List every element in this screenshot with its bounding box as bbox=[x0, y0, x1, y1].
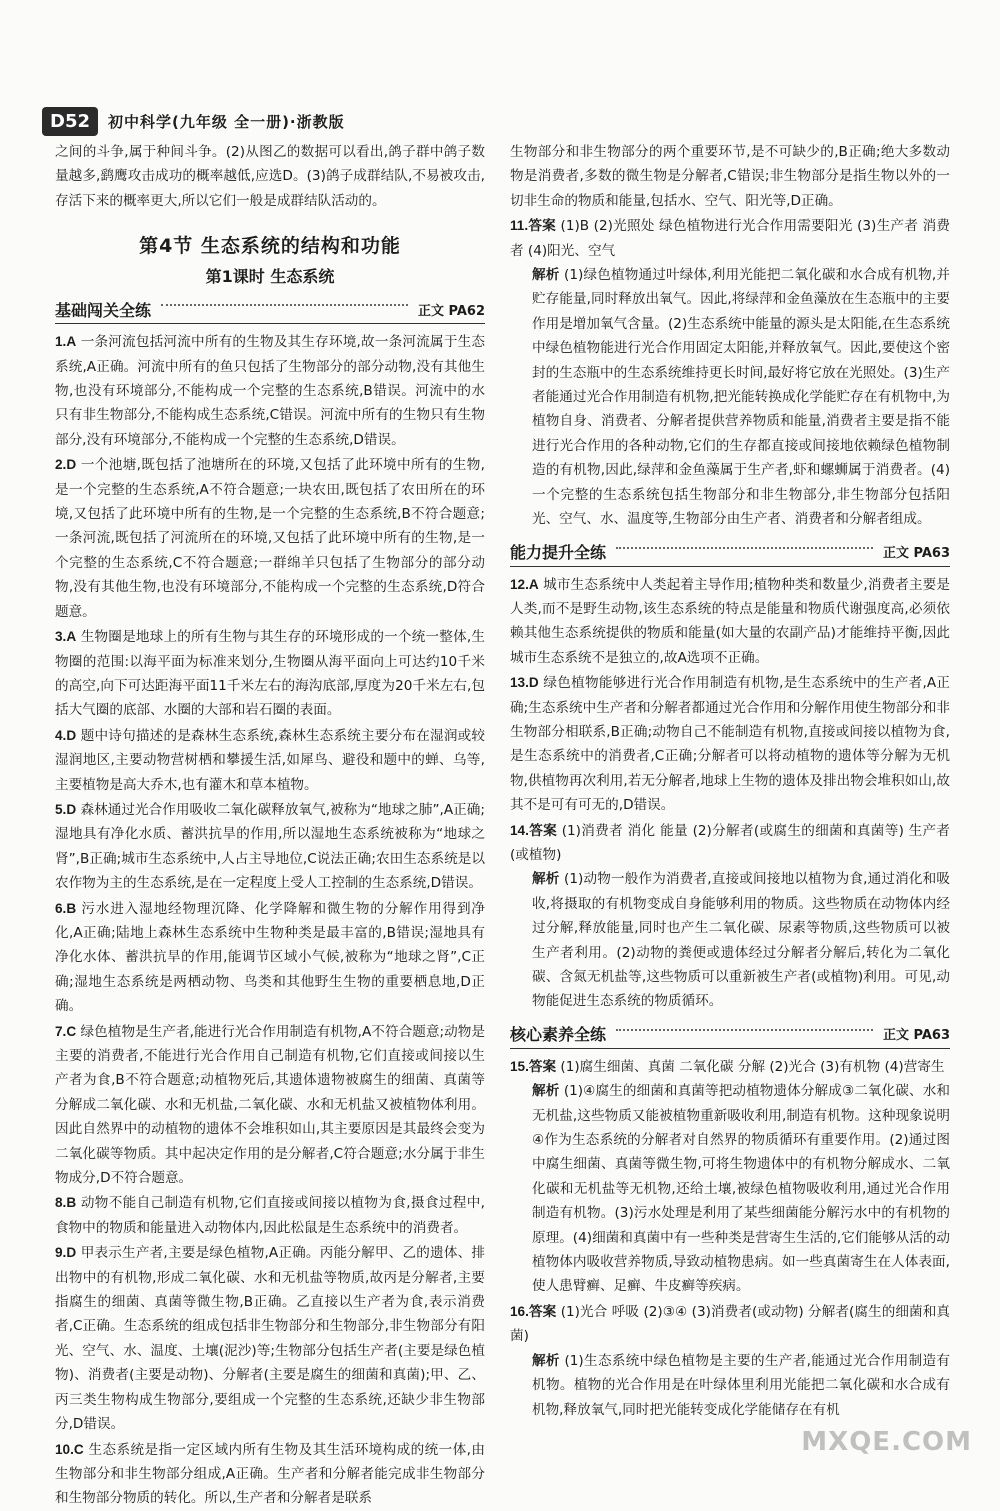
site-watermark: MXQE.COM bbox=[801, 1427, 972, 1457]
section-title: 第4节 生态系统的结构和功能 bbox=[139, 235, 401, 258]
page-number-badge: D52 bbox=[42, 107, 98, 136]
analysis-text: 解析 (1)绿色植物通过叶绿体,利用光能把二氧化碳和水合成有机物,并贮存能量,同时释放出氧气。因此,将绿萍和金鱼藻放在生态瓶中的主要作用是增加氧气含量。(2)生态系统中能量的源头是太阳能,在生态系统中绿色植物能进行光合作用固定太阳能,并释放氧气。因此,要使这个密封的生态瓶中的生态系统维持更长时间,最好将它放在光照处。(3)生产者能通过光合作用制造有机物,把光能转换成化学能贮存在有机物中,为植物自身、消费者、分解者提供营养物质和能量,消费者主要是指不能进行光合作用的各种动物,它们的生存都直接或间接地依赖绿色植物制造的有机物,因此,绿萍和金鱼藻属于生产者,虾和螺蛳属于消费者。(4)一个完整的生态系统包括生物部分和非生物部分,非生物部分包括阳光、空气、水、温度等,生物部分由生产者、消费者和分解者组成。 bbox=[532, 267, 951, 528]
left-column bbox=[55, 140, 485, 1511]
answer-item: 2.D 一个池塘,既包括了池塘所在的环境,又包括了此环境中所有的生物,是一个完整的生态系统,A不符合题意;一块农田,既包括了农田所在的环境,又包括了此环境中所有的生物,是一个完整的生态系统,B不符合题意;一条河流,既包括了河流所在的环境,又包括了此环境中所有的生物,是一个完整的生态系统,C不符合题意;一群绵羊只包括了生物部分的部分动物,没有其他生物,也没有环境部分,不能构成一个完整的生态系统,D符合题意。 bbox=[55, 457, 485, 620]
continuation-text: 之间的斗争,属于种间斗争。(2)从图乙的数据可以看出,鸽子群中鸽子数量越多,鹞鹰攻击成功的概率越低,应选D。(3)鸽子成群结队,不易被攻击,存活下来的概率更大,所以它们一般是成群结队活动的。 bbox=[55, 144, 485, 209]
page-reference: 正文 PA63 bbox=[882, 546, 950, 561]
answer-item: 5.D 森林通过光合作用吸收二氧化碳释放氧气,被称为“地球之肺”,A正确;湿地具有净化水质、蓄洪抗旱的作用,所以湿地生态系统被称为“地球之肾”,B正确;城市生态系统中,人占主导地位,C说法正确;农田生态系统是以农作物为主的生态系统,是在一定程度上受人工控制的生态系统,D错误。 bbox=[55, 801, 485, 892]
answer-item: 16.答案 (1)光合 呼吸 (2)③④ (3)消费者(或动物) 分解者(腐生的细菌和真菌) bbox=[510, 1303, 950, 1345]
dotted-leader bbox=[616, 547, 873, 549]
answer-item: 14.答案 (1)消费者 消化 能量 (2)分解者(或腐生的细菌和真菌等) 生产者(或植物) bbox=[510, 822, 950, 863]
section-bar-basic bbox=[55, 295, 485, 324]
bar-title: 核心素养全练 bbox=[510, 1025, 607, 1045]
answer-item: 11.答案 (1)B (2)光照处 绿色植物进行光合作用需要阳光 (3)生产者 消费者 (4)阳光、空气 bbox=[510, 218, 950, 259]
answer-item: 15.答案 (1)腐生细菌、真菌 二氧化碳 分解 (2)光合 (3)有机物 (4)营寄生 bbox=[510, 1058, 945, 1075]
continuation-text-right: 生物部分和非生物部分的两个重要环节,是不可缺少的,B正确;绝大多数动物是消费者,多数的微生物是分解者,C错误;非生物部分是指生物以外的一切非生命的物质和能量,包括水、空气、阳光等,D正确。 bbox=[510, 144, 950, 209]
answer-item: 6.B 污水进入湿地经物理沉降、化学降解和微生物的分解作用得到净化,A正确;陆地上森林生态系统中生物种类是最丰富的,B错误;湿地具有净化水体、蓄洪抗旱的作用,能调节区域小气候,被称为“地球之肾”,C正确;湿地生态系统是两栖动物、鸟类和其他野生生物的重要栖息地,D正确。 bbox=[55, 900, 486, 1015]
page-header bbox=[42, 104, 462, 138]
answer-item: 7.C 绿色植物是生产者,能进行光合作用制造有机物,A不符合题意;动物是主要的消费者,不能进行光合作用自己制造有机物,它们直接或间接以生产者为食,B不符合题意;动植物死后,其遗体遗物被腐生的细菌、真菌等分解成二氧化碳、水和无机盐,二氧化碳、水和无机盐又被植物体利用。因此自然界中的动植物的遗体不会堆积如山,其主要原因是其最终会变为二氧化碳等物质。其中起决定作用的是分解者,C符合题意;水分属于非生物成分,D不符合题意。 bbox=[55, 1023, 485, 1187]
section-bar-ability bbox=[510, 538, 950, 567]
analysis-text: 解析 (1)④腐生的细菌和真菌等把动植物遗体分解成③二氧化碳、水和无机盐,这些物质又能被植物重新吸收利用,制造有机物。这种现象说明④作为生态系统的分解者对自然界的物质循环有重要作用。(2)通过图中腐生细菌、真菌等微生物,可将生物遗体中的有机物分解成水、二氧化碳和无机盐等无机物,还给土壤,被绿色植物吸收利用,通过光合作用制造有机物。(3)污水处理是利用了某些细菌能分解污水中的有机物的原理。(4)细菌和真菌中有一些种类是营寄生生活的,它们能够从活的动植物体内吸收营养物质,导致动植物患病。如一些真菌寄生在人体表面,使人患臂癣、足癣、牛皮癣等疾病。 bbox=[532, 1083, 950, 1295]
analysis-text: 解析 (1)生态系统中绿色植物是主要的生产者,能通过光合作用制造有机物。植物的光合作用是在叶绿体里利用光能把二氧化碳和水合成有机物,释放氧气,同时把光能转变成化学能储存在有机 bbox=[532, 1352, 951, 1418]
page-reference: 正文 PA62 bbox=[417, 303, 485, 319]
answer-item: 13.D 绿色植物能够进行光合作用制造有机物,是生态系统中的生产者,A正确;生态系统中生产者和分解者都通过光合作用和分解作用使生物部分和非生物部分相联系,B正确;动物自己不能制造有机物,直接或间接以植物为食,是生态系统中的消费者,C正确;分解者可以将动植物的遗体等分解为无机物,供植物再次利用,若无分解者,地球上生物的遗体及排出物会堆积如山,故其不是可有可无的,D错误。 bbox=[510, 675, 950, 814]
right-column bbox=[510, 140, 950, 1422]
analysis-text: 解析 (1)动物一般作为消费者,直接或间接地以植物为食,通过消化和吸收,将摄取的有机物变成自身能够利用的物质。这些物质在动物体内经过分解,释放能量,同时也产生二氧化碳、尿素等物质,这些物质可以被生产者利用。(2)动物的粪便或遗体经过分解者分解后,转化为二氧化碳、含氮无机盐等,这些物质可以重新被生产者(或植物)利用。可见,动物能促进生态系统的物质循环。 bbox=[532, 871, 951, 1010]
page-reference: 正文 PA63 bbox=[882, 1028, 950, 1044]
answer-item: 12.A 城市生态系统中人类起着主导作用;植物种类和数量少,消费者主要是人类,而不是野生动物,该生态系统的特点是能量和物质代谢强度高,必须依赖其他生态系统提供的物质和能量(如大量的农副产品)才能维持平衡,因此城市生态系统不是独立的,故A选项不正确。 bbox=[510, 576, 950, 666]
answer-item: 3.A 生物圈是地球上的所有生物与其生存的环境形成的一个统一整体,生物圈的范围:以海平面为标准来划分,生物圈从海平面向上可达约10千米的高空,向下可达距海平面11千米左右的海沟底部,厚度为20千米左右,包括大气圈的底部、水圈的大部和岩石圈的表面。 bbox=[55, 629, 485, 719]
dotted-leader bbox=[161, 304, 408, 306]
answer-item: 8.B 动物不能自己制造有机物,它们直接或间接以植物为食,摄食过程中,食物中的物质和能量进入动物体内,因此松鼠是生态系统中的消费者。 bbox=[55, 1195, 485, 1236]
bar-title: 能力提升全练 bbox=[510, 543, 607, 562]
answer-item: 10.C 生态系统是指一定区域内所有生物及其生活环境构成的统一体,由生物部分和非生物部分组成,A正确。生产者和分解者能完成非生物部分和生物部分物质的转化。所以,生产者和分解者是联系 bbox=[55, 1441, 485, 1507]
answer-item: 4.D 题中诗句描述的是森林生态系统,森林生态系统主要分布在湿润或较湿润地区,主要动物营树栖和攀援生活,如犀鸟、避役和题中的蝉、乌等,主要植物是高大乔木,也有灌木和草本植物。 bbox=[55, 727, 485, 793]
answer-item: 9.D 甲表示生产者,主要是绿色植物,A正确。丙能分解甲、乙的遗体、排出物中的有机物,形成二氧化碳、水和无机盐等物质,故丙是分解者,主要指腐生的细菌、真菌等微生物,B正确。乙直接以生产者为食,表示消费者,C正确。生态系统的组成包括非生物部分和生物部分,非生物部分有阳光、空气、水、温度、土壤(泥沙)等;生物部分包括生产者(主要是绿色植物)、消费者(主要是动物)、分解者(主要是腐生的细菌和真菌);甲、乙、丙三类生物构成生物部分,要组成一个完整的生态系统,还缺少非生物部分,D错误。 bbox=[55, 1245, 485, 1433]
book-title: 初中科学(九年级 全一册)·浙教版 bbox=[108, 112, 345, 131]
lesson-title: 第1课时 生态系统 bbox=[205, 267, 335, 287]
section-bar-core bbox=[510, 1020, 950, 1049]
bar-title: 基础闯关全练 bbox=[55, 300, 152, 320]
answer-item: 1.A 一条河流包括河流中所有的生物及其生存环境,故一条河流属于生态系统,A正确。河流中所有的鱼只包括了生物部分的部分动物,没有其他生物,也没有环境部分,不能构成一个完整的生态系统,B错误。河流中的水只有非生物部分,不能构成生态系统,C错误。河流中所有的生物只有生物部分,没有环境部分,不能构成一个完整的生态系统,D错误。 bbox=[55, 334, 485, 448]
dotted-leader bbox=[616, 1029, 873, 1031]
